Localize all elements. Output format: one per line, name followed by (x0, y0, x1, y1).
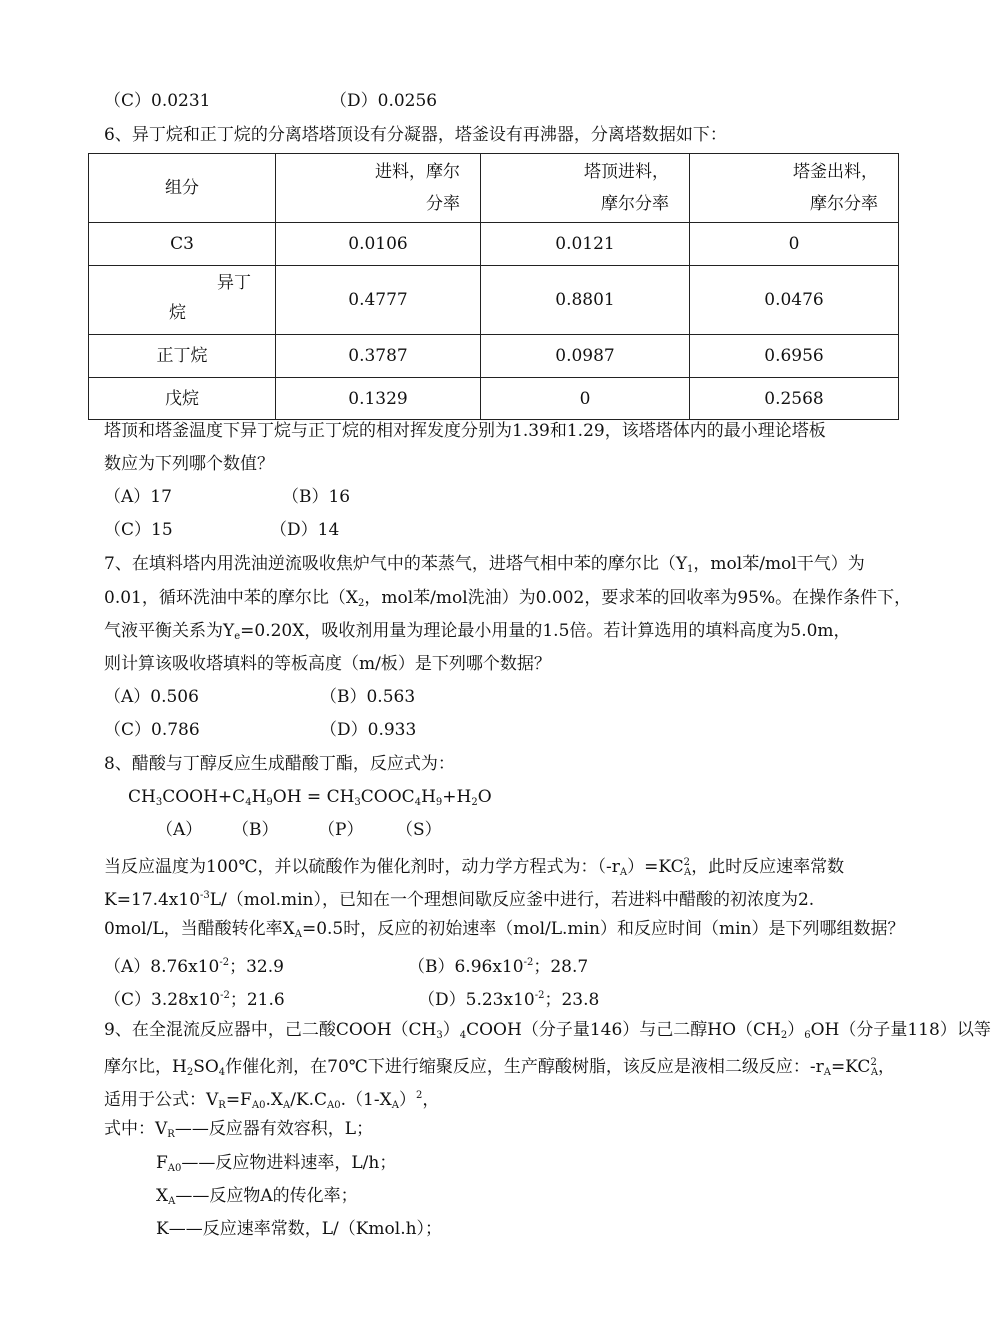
q6-option-c: （C）15 (104, 520, 173, 540)
table-cell: 正丁烷 (89, 335, 276, 378)
table-cell-text: 烷 (169, 303, 186, 323)
table-header-top: 塔顶进料， 摩尔分率 (481, 154, 690, 223)
q6-option-b: （B）16 (282, 487, 351, 507)
table-cell (89, 266, 276, 335)
q9-line-1: 9、在全混流反应器中，己二酸$COOH(CH_3)_4COOH$（分子量146）与己二醇$HO(CH_2)_6OH$（分子量118）以等 (104, 1020, 991, 1041)
table-cell-text: 异丁 (217, 273, 251, 293)
q9-where-fa0: $F_{A0}——$反应物进料速率，L/h； (156, 1153, 397, 1174)
q7-line-1: 7、在填料塔内用洗油逆流吸收焦炉气中的苯蒸气，进塔气相中苯的摩尔比（$Y_1$，mol苯/mol干气）为 (104, 554, 865, 575)
q7-option-a: （A）0.506 (104, 687, 199, 707)
table-cell: 0.2568 (690, 378, 899, 420)
q5-option-c: （C）0.0231 (104, 91, 211, 111)
table-cell: 0.3787 (276, 335, 481, 378)
q6-option-a: （A）17 (104, 487, 172, 507)
q6-text-2: 数应为下列哪个数值？ (104, 454, 274, 474)
q8-option-c: $(C)3.28x10^{-2}$；21.6 (104, 990, 285, 1010)
table-header-component: 组分 (89, 154, 276, 223)
table-cell: 0.0121 (481, 223, 690, 266)
q7-line-3: 气液平衡关系为$Y_e=0.20X$，吸收剂用量为理论最小用量的1.5倍。若计算选用的填料高度为5.0m， (104, 621, 851, 642)
q8-label-b: （B） (232, 820, 279, 840)
q8-line-2: $K=17.4x10^{-3}L/(mol.\min)$，已知在一个理想间歇反应釜中进行，若进料中醋酸的初浓度为2. (104, 890, 815, 910)
table-row (89, 266, 899, 335)
q6-text-1: 塔顶和塔釜温度下异丁烷与正丁烷的相对挥发度分别为1.39和1.29，该塔塔体内的最小理论塔板 (104, 421, 826, 441)
table-cell: 0.0987 (481, 335, 690, 378)
table-header-bottom: 塔釜出料， 摩尔分率 (690, 154, 899, 223)
q7-line-2: 0.01，循环洗油中苯的摩尔比（$X_2$，mol苯/mol洗油）为0.002，要求苯的回收率为95%。在操作条件下， (104, 588, 912, 609)
table-cell: 0 (481, 378, 690, 420)
q9-formula: 适用于公式：$V_R=F_{A0}.X_A/K.C_{A0}.(1-X_A)^2$， (104, 1090, 440, 1111)
separation-data-table (88, 153, 899, 420)
table-cell: 0.4777 (276, 266, 481, 335)
table-cell: 0.0106 (276, 223, 481, 266)
q9-where-k: K——反应速率常数，L/（Kmol.h）； (156, 1219, 443, 1239)
q8-label-a: （A） (156, 820, 203, 840)
q8-equation: $CH_3COOH+C_4H_9OH$ = $CH_3COOC_4H_9+H_2O$ (128, 787, 492, 808)
q9-where-vr: 式中：$V_R——$反应器有效容积，L； (104, 1119, 374, 1140)
table-cell: C3 (89, 223, 276, 266)
q8-option-a: $(A)8.76x10^{-2}$；32.9 (104, 957, 284, 977)
table-row (89, 335, 899, 378)
q6-option-d: （D）14 (270, 520, 340, 540)
q9-line-2: 摩尔比，$H_2SO_4$作催化剂，在70℃下进行缩聚反应，生产醇酸树脂，该反应是液相二级反应：$-r_A=KC^2_A$， (104, 1057, 896, 1078)
q9-where-xa: $X_A——$反应物A的传化率； (156, 1186, 358, 1207)
table-row (89, 378, 899, 420)
q8-label-s: （S） (396, 820, 442, 840)
q6-stem: 6、异丁烷和正丁烷的分离塔塔顶设有分凝器，塔釜设有再沸器，分离塔数据如下： (104, 125, 727, 145)
q8-option-b: $(B)6.96x10^{-2}$；28.7 (408, 957, 589, 977)
q8-option-d: $(D)5.23x10^{-2}$；23.8 (418, 990, 600, 1010)
q8-label-p: （P） (318, 820, 364, 840)
table-cell: 0 (690, 223, 899, 266)
q8-stem: 8、醋酸与丁醇反应生成醋酸丁酯，反应式为： (104, 754, 455, 774)
table-cell: 0.8801 (481, 266, 690, 335)
q8-line-3: 0mol/L，当醋酸转化率$X_A=0.5$时，反应的初始速率（mol/L.min）和反应时间（min）是下列哪组数据？ (104, 919, 905, 940)
q7-option-b: （B）0.563 (320, 687, 416, 707)
table-header-feed: 进料，摩尔 分率 (276, 154, 481, 223)
table-cell: 戊烷 (89, 378, 276, 420)
q7-line-4: 则计算该吸收塔填料的等板高度（m/板）是下列哪个数据？ (104, 654, 551, 674)
q5-option-d: （D）0.0256 (330, 91, 438, 111)
table-row (89, 223, 899, 266)
q7-option-d: （D）0.933 (320, 720, 417, 740)
q7-option-c: （C）0.786 (104, 720, 200, 740)
q8-line-1: 当反应温度为100℃，并以硫酸作为催化剂时，动力学方程式为：$(-r_A)=KC^2_A$，此时反应速率常数 (104, 857, 845, 878)
table-cell: 0.0476 (690, 266, 899, 335)
table-cell: 0.6956 (690, 335, 899, 378)
table-cell: 0.1329 (276, 378, 481, 420)
